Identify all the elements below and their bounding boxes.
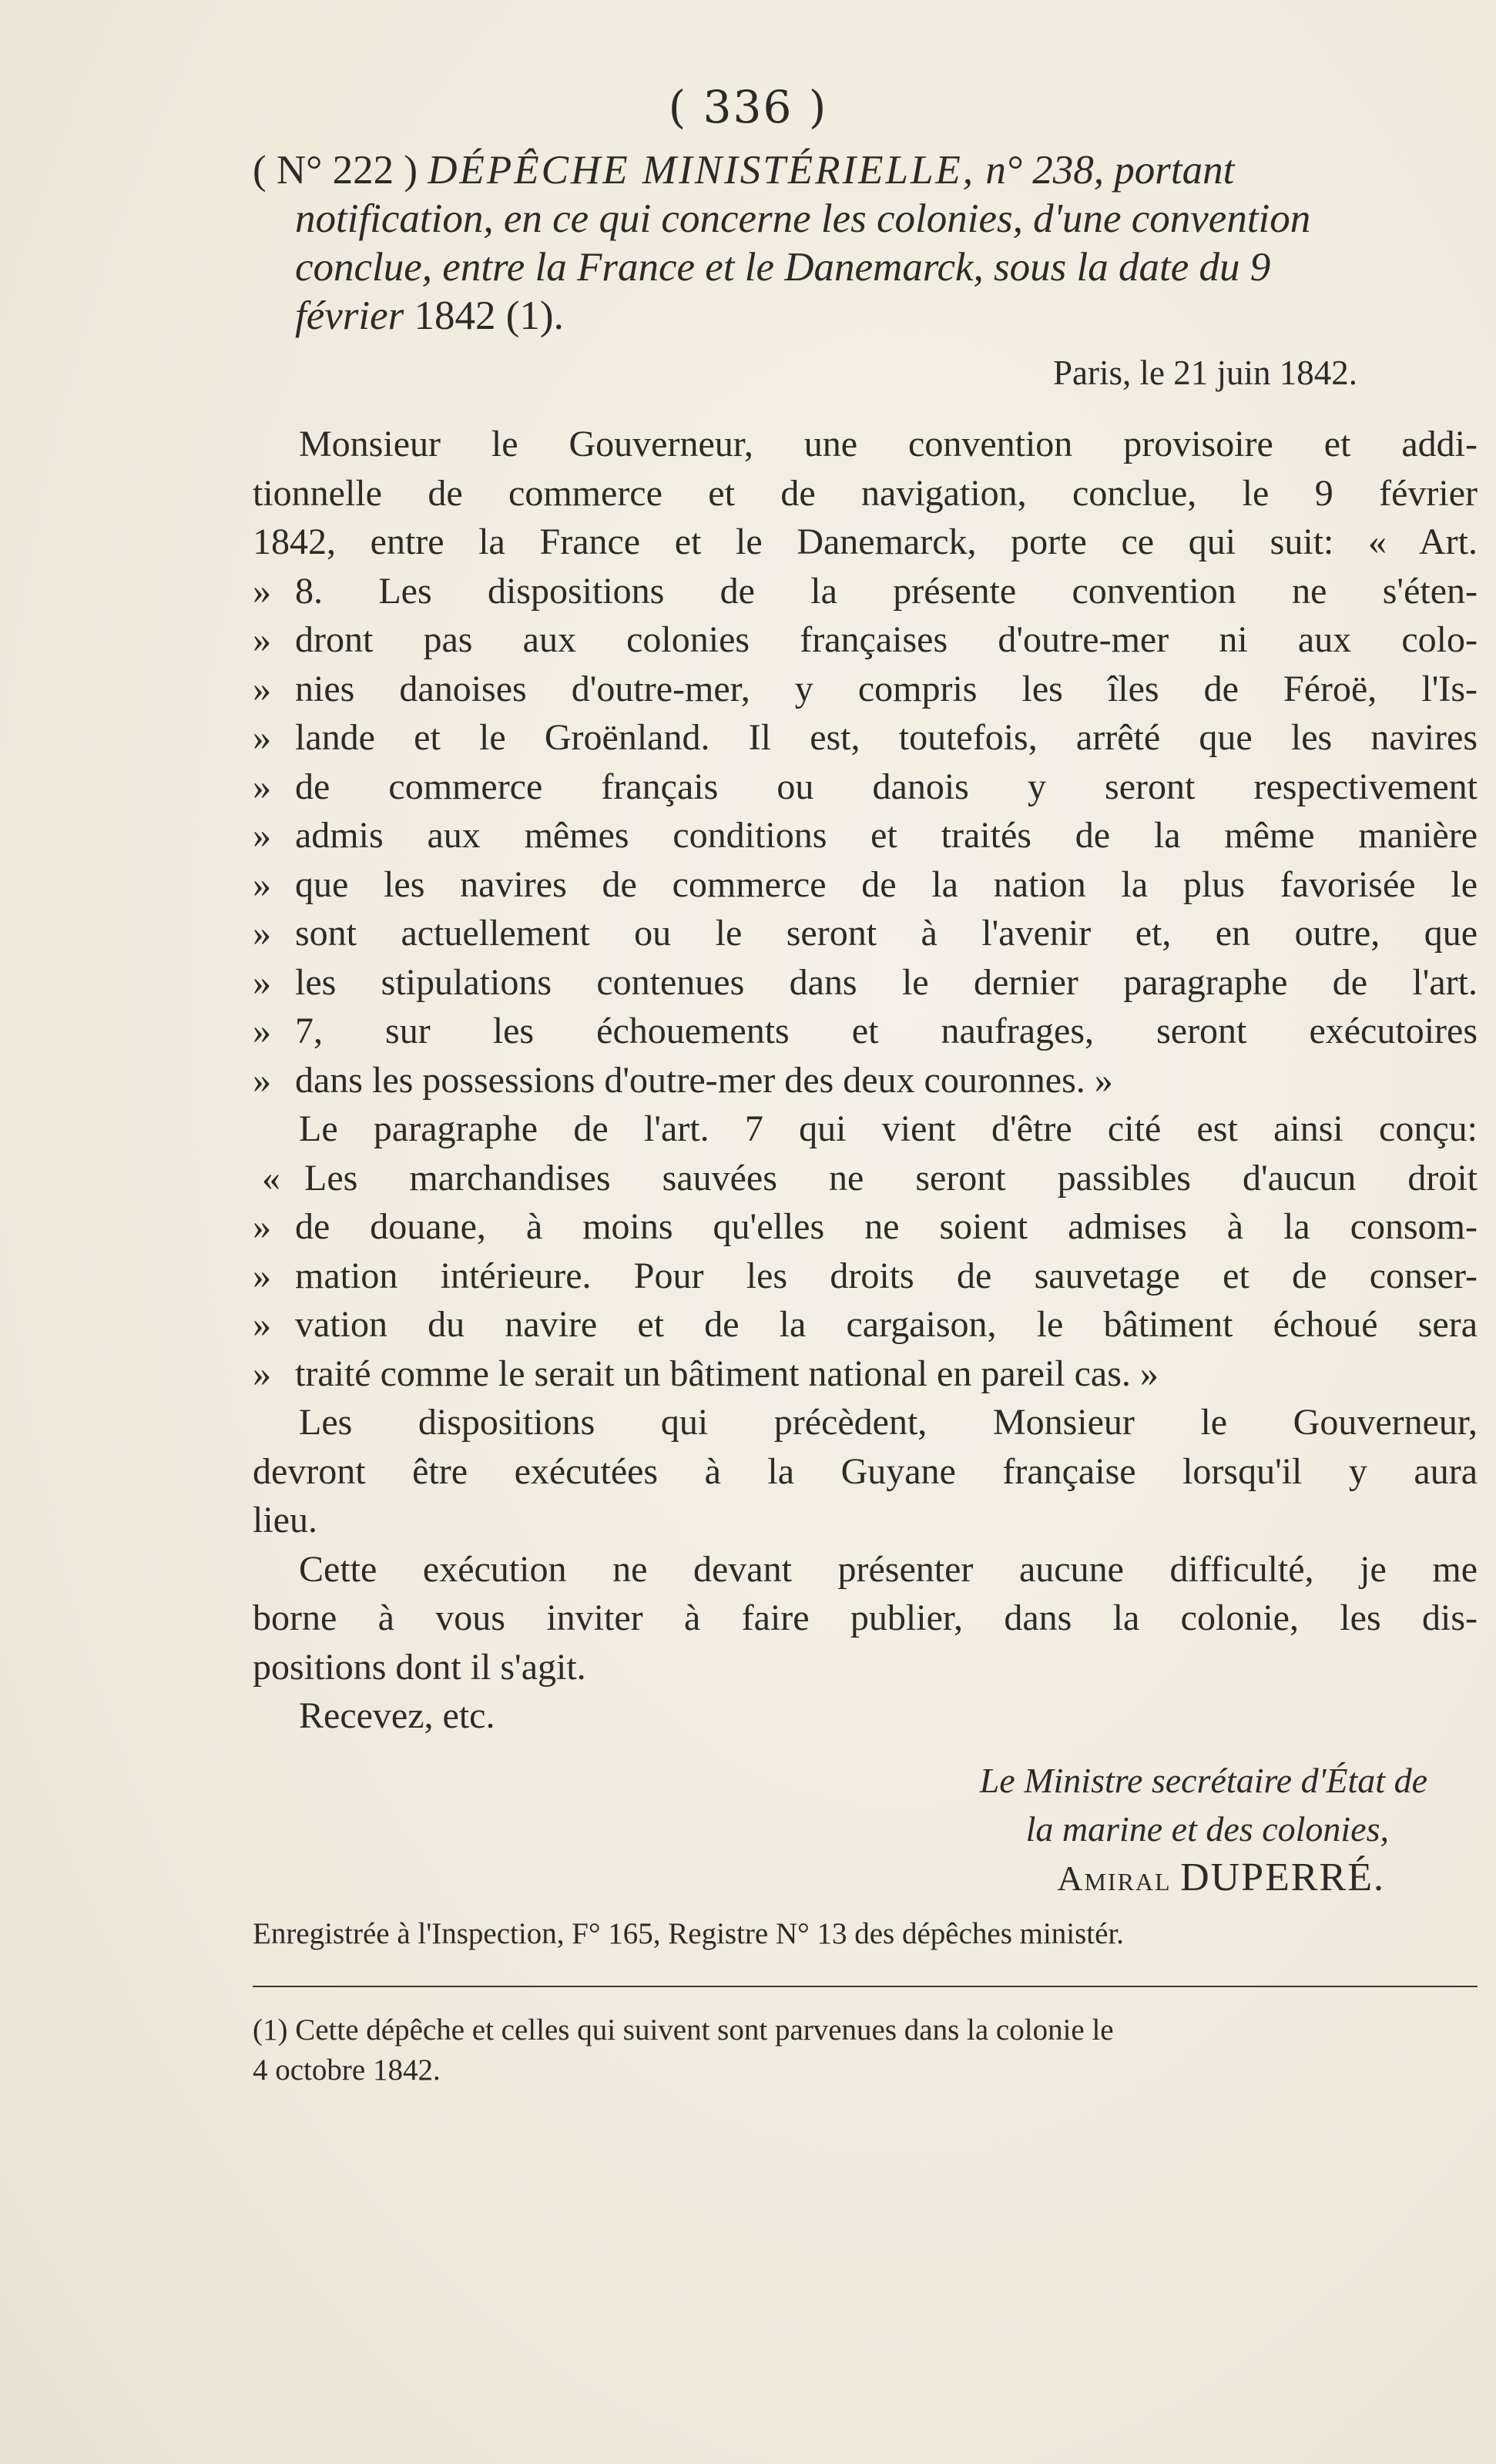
quoted-line: » sont actuellement ou le seront à l'avenir et, en outre, que xyxy=(253,909,1478,958)
paragraph-1-line: 1842, entre la France et le Danemarck, porte ce qui suit: « Art. xyxy=(253,521,1478,562)
quote-mark: » xyxy=(253,717,271,758)
ministerial-number: n° 238, xyxy=(975,148,1105,193)
paragraph-1-line: Monsieur le Gouverneur, une convention provisoire et addi- xyxy=(299,424,1478,464)
paragraph-4-line: Cette exécution ne devant présenter aucune difficulté, je me xyxy=(299,1548,1478,1590)
heading-line-3: conclue, entre la France et le Danemarck, sous la date du 9 xyxy=(295,245,1271,290)
footnote-line: (1) Cette dépêche et celles qui suivent sont parvenues dans la colonie le xyxy=(253,2013,1114,2047)
paragraph-2-line: Le paragraphe de l'art. 7 qui vient d'être cité est ainsi conçu: xyxy=(299,1108,1478,1149)
quoted-line: » dans les possessions d'outre-mer des deux couronnes. » xyxy=(253,1056,1478,1105)
signatory-name: DUPERRÉ. xyxy=(1180,1856,1385,1899)
dispatch-body xyxy=(253,420,1478,1741)
quote-mark: » xyxy=(253,1255,271,1296)
footnote-rule xyxy=(253,1986,1478,1987)
quoted-line: » mation intérieure. Pour les droits de sauvetage et de conser- xyxy=(253,1252,1478,1301)
quote-mark: » xyxy=(253,570,271,612)
heading-tail: portant xyxy=(1104,148,1235,193)
quote-mark: » xyxy=(253,1059,271,1101)
signatory-title-line-1: Le Ministre secrétaire d'État de xyxy=(979,1761,1427,1800)
signatory-title-line-2: la marine et des colonies, xyxy=(1025,1809,1389,1849)
registration-note: Enregistrée à l'Inspection, F° 165, Registre N° 13 des dépêches ministér. xyxy=(253,1917,1125,1950)
footnote-line: 4 octobre 1842. xyxy=(253,2053,441,2087)
paragraph-3-line: devront être exécutées à la Guyane française lorsqu'il y aura xyxy=(253,1450,1478,1492)
page-number: ( 336 ) xyxy=(668,81,828,133)
quote-mark: » xyxy=(253,1011,271,1051)
quoted-line: » de douane, à moins qu'elles ne soient admises à la consom- xyxy=(253,1202,1478,1252)
quoted-line: » 8. Les dispositions de la présente convention ne s'éten- xyxy=(253,567,1478,616)
quote-mark: » xyxy=(253,863,271,905)
quote-mark: » xyxy=(253,913,271,954)
heading-line-2: notification, en ce qui concerne les colonies, d'une convention xyxy=(295,196,1311,241)
signature-block xyxy=(253,1756,1427,1902)
quoted-line: » de commerce français ou danois y seront respectivement xyxy=(253,763,1478,812)
quoted-line: » vation du navire et de la cargaison, le bâtiment échoué sera xyxy=(253,1300,1478,1349)
quote-mark: » xyxy=(253,1304,271,1345)
quote-mark: » xyxy=(253,815,271,856)
quoted-line: » admis aux mêmes conditions et traités de la même manière xyxy=(253,811,1478,860)
quoted-line: » les stipulations contenues dans le dernier paragraphe de l'art. xyxy=(253,958,1478,1007)
paragraph-3-line: Les dispositions qui précèdent, Monsieur le Gouverneur, xyxy=(299,1402,1478,1443)
dispatch-title: DÉPÊCHE MINISTÉRIELLE, xyxy=(428,148,976,193)
heading-line-1 xyxy=(253,146,1478,195)
signatory-rank: Amiral xyxy=(1057,1859,1172,1898)
quote-mark: » xyxy=(253,668,271,709)
quoted-line: » nies danoises d'outre-mer, y compris les îles de Féroë, l'Is- xyxy=(253,665,1478,714)
quote-mark: » xyxy=(253,766,271,807)
signatory-name-line xyxy=(253,1853,1427,1902)
quote-mark: » xyxy=(253,961,271,1003)
quote-mark: » xyxy=(253,619,271,660)
quoted-line: » lande et le Groënland. Il est, toutefois, arrêté que les navires xyxy=(253,713,1478,763)
heading-year: 1842 (1). xyxy=(404,293,564,338)
paragraph-4-line: positions dont il s'agit. xyxy=(253,1646,586,1688)
quote-mark: « xyxy=(262,1157,280,1198)
footnote xyxy=(253,2010,1478,2090)
quote-mark: » xyxy=(253,1353,271,1394)
quoted-line: » que les navires de commerce de la nation la plus favorisée le xyxy=(253,860,1478,910)
quoted-line: « Les marchandises sauvées ne seront passibles d'aucun droit xyxy=(253,1154,1478,1203)
quoted-line: » dront pas aux colonies françaises d'outre-mer ni aux colo- xyxy=(253,615,1478,665)
quoted-line: » traité comme le serait un bâtiment national en pareil cas. » xyxy=(253,1349,1478,1399)
closing-formula: Recevez, etc. xyxy=(299,1695,495,1736)
dispatch-number: ( N° 222 ) xyxy=(253,148,428,193)
paragraph-4-line: borne à vous inviter à faire publier, dans la colonie, les dis- xyxy=(253,1597,1478,1638)
paragraph-1-line: tionnelle de commerce et de navigation, conclue, le 9 février xyxy=(253,472,1478,514)
heading-line-4 xyxy=(253,292,1478,340)
heading-month: février xyxy=(295,293,404,338)
quoted-line: » 7, sur les échouements et naufrages, seront exécutoires xyxy=(253,1007,1478,1056)
dispatch-heading xyxy=(253,146,1478,340)
paragraph-3-line: lieu. xyxy=(253,1500,317,1540)
quote-mark: » xyxy=(253,1206,271,1247)
place-date: Paris, le 21 juin 1842. xyxy=(1053,354,1357,392)
